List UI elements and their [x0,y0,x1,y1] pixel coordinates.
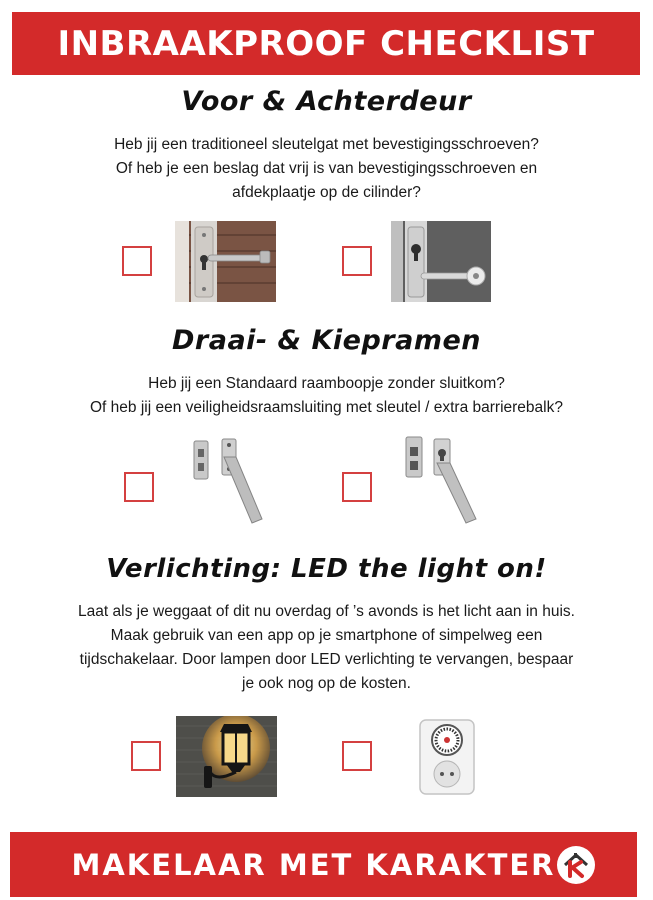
checkbox-lighting-timer[interactable] [342,741,372,771]
outdoor-wall-lamp-icon [176,716,277,797]
door-lock-keyhole-with-screws-icon [175,221,276,302]
section-heading-doors: Voor & Achterdeur [181,86,472,117]
standard-window-handle-icon [188,435,268,527]
timer-switch-plug-icon [414,716,480,797]
section-text-lighting: Laat als je weggaat of dit nu overdag of ’s avonds is het licht aan in huis. Maak gebruik van een app op je smartphone of simpelweg een tijdschakelaar. Door lampen door LED verlichting te vervangen, bespaar je ook nog op de kosten. [78,603,575,692]
security-window-handle-with-lock-icon [400,433,480,527]
checkbox-window-security[interactable] [342,472,372,502]
house-k-logo-icon [557,846,595,884]
footer-brand: MAKELAAR MET KARAKTER [71,847,556,882]
checkbox-door-security[interactable] [342,246,372,276]
checkbox-door-traditional[interactable] [122,246,152,276]
page-title: INBRAAKPROOF CHECKLIST [57,23,595,64]
section-text-windows: Heb jij een Standaard raamboopje zonder sluitkom? Of heb jij een veiligheidsraamsluiting met sleutel / extra barrierebalk? [90,375,563,416]
door-cylinder-lock-with-key-icon [391,221,491,302]
section-heading-windows: Draai- & Kiepramen [172,325,481,356]
header-banner [12,12,640,75]
section-heading-lighting: Verlichting: LED the light on! [106,554,547,584]
section-text-doors: Heb jij een traditioneel sleutelgat met bevestigingsschroeven? Of heb je een beslag dat vrij is van bevestigingsschroeven en afdekplaatje op de cilinder? [114,136,539,201]
checkbox-lighting-lamp[interactable] [131,741,161,771]
checkbox-window-standard[interactable] [124,472,154,502]
footer-banner [10,832,637,897]
